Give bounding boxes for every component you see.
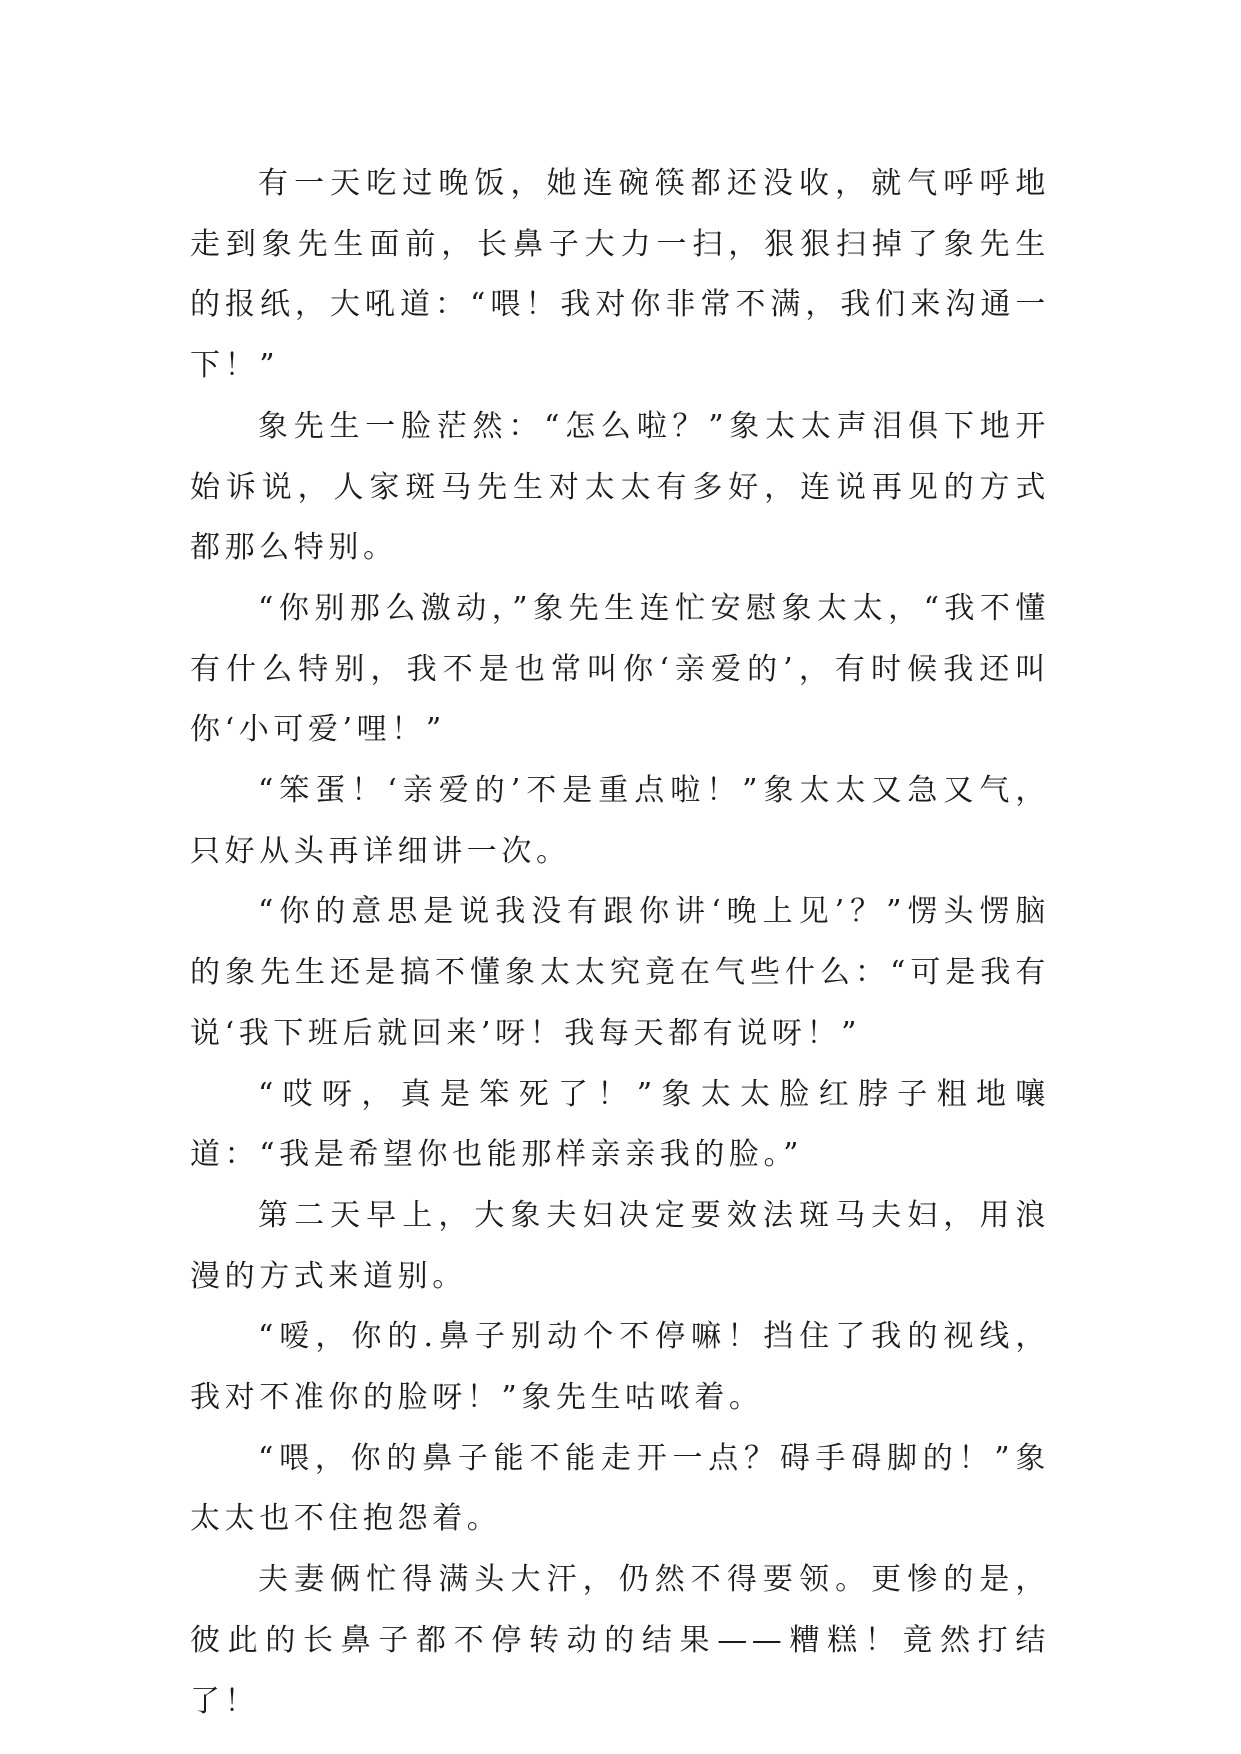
paragraph-1: 有一天吃过晚饭，她连碗筷都还没收，就气呼呼地走到象先生面前，长鼻子大力一扫，狠狠扫掉了象先生的报纸，大吼道：“喂！我对你非常不满，我们来沟通一下！” — [190, 166, 1050, 384]
paragraph-10: 夫妻俩忙得满头大汗，仍然不得要领。更惨的是，彼此的长鼻子都不停转动的结果——糟糕！竟然打结了！ — [190, 1562, 1050, 1719]
paragraph-7: 第二天早上，大象夫妇决定要效法斑马夫妇，用浪漫的方式来道别。 — [190, 1197, 1050, 1294]
paragraph-4: “笨蛋！‘亲爱的’不是重点啦！”象太太又急又气，只好从头再详细讲一次。 — [190, 773, 1050, 869]
paragraph-8: “嗳，你的.鼻子别动个不停嘛！挡住了我的视线，我对不准你的脸呀！”象先生咕哝着。 — [190, 1319, 1050, 1416]
story-text — [190, 154, 1050, 1732]
paragraph-6: “哎呀，真是笨死了！”象太太脸红脖子粗地嚷道：“我是希望你也能那样亲亲我的脸。” — [190, 1076, 1050, 1173]
paragraph-3: “你别那么激动，”象先生连忙安慰象太太，“我不懂有什么特别，我不是也常叫你‘亲爱的’，有时候我还叫你‘小可爱’哩！” — [190, 590, 1050, 748]
paragraph-9: “喂，你的鼻子能不能走开一点？碍手碍脚的！”象太太也不住抱怨着。 — [190, 1440, 1050, 1537]
paragraph-2: 象先生一脸茫然：“怎么啦？”象太太声泪俱下地开始诉说，人家斑马先生对太太有多好，连说再见的方式都那么特别。 — [190, 408, 1050, 566]
paragraph-5: “你的意思是说我没有跟你讲‘晚上见’？”愣头愣脑的象先生还是搞不懂象太太究竟在气些什么：“可是我有说‘我下班后就回来’呀！我每天都有说呀！” — [190, 894, 1050, 1051]
